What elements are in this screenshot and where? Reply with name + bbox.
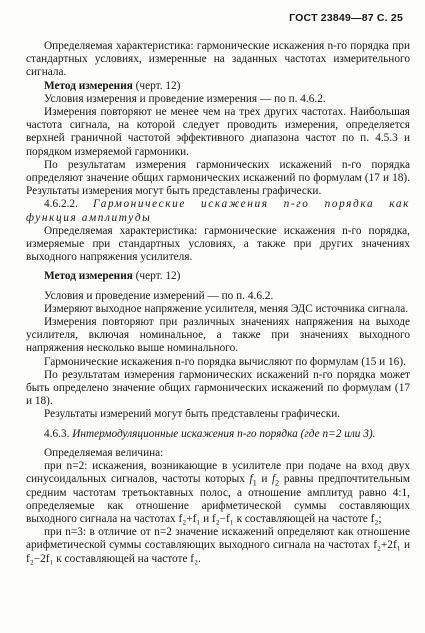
method-label: Метод измерения [44, 270, 133, 283]
method-heading [26, 270, 410, 283]
symbol-f: f [249, 473, 253, 486]
paragraph: при n=3: в отличие от n=2 значение искажений определяют как отношение арифметической суммы составляющих выходного сигнала на частотах f₂+2f₁ и f₂−2f₁ к составляющей на частоте f₂. [26, 526, 410, 565]
text-run: равны предпочтительным средним частотам третьоктавных полос, а отношение амплитуд равно 4:1, определяемые как отношение арифметической суммы составляющих выходного сигнала на частотах f₂+f₁ и f₂−f₁ к составляющей на частоте f₂; [26, 473, 410, 525]
document-body [26, 40, 410, 566]
section-heading [26, 428, 410, 441]
paragraph: Определяемая характеристика: гармонические искажения n-го порядка, измеряемые при стандартных условиях, а также при других значениях выходного напряжения усилителя. [26, 224, 410, 264]
paragraph: По результатам измерения гармонических искажений n-го порядка определяют значение общих гармонических искажений по формулам (17 и 18). Результаты измерения могут быть представлены графически. [26, 158, 410, 198]
symbol-f: f [272, 473, 276, 486]
section-number: 4.6.2.2. [44, 198, 78, 211]
paragraph: Гармонические искажения n-го порядка вычисляют по формулам (15 и 16). [44, 355, 406, 368]
paragraph: По результатам измерения гармонических искажений n-го порядка может быть определено значение общих гармонических искажений по формулам (17 и 18). [26, 368, 410, 408]
subscript: 2 [275, 478, 280, 488]
section-title: Интермодуляционные искажения n-го порядка (где n=2 или 3). [69, 427, 376, 440]
section-title: Гармонические искажения n-го порядка как функция амплитуды [26, 198, 410, 224]
paragraph: Условия и проведение измерений — по п. 4.6.2. [44, 289, 274, 302]
paragraph: Измерения повторяют при различных значениях напряжения на выходе усилителя, включая номинальное, а также при значениях выходного напряжения несколько выше номинального. [26, 316, 410, 355]
method-heading [26, 80, 410, 93]
paragraph: Измеряют выходное напряжение усилителя, меняя ЭДС источника сигнала. [44, 302, 409, 315]
page-header: ГОСТ 23849—87 С. 25 [289, 12, 403, 24]
method-ref: (черт. 12) [132, 79, 181, 92]
paragraph: Определяемая величина: [44, 446, 164, 459]
paragraph: Результаты измерений могут быть представлены графически. [44, 408, 341, 421]
section-number: 4.6.3. [44, 427, 70, 440]
paragraph [26, 460, 410, 526]
text-run: при n=2: искажения, возникающие в усилителе при подаче на вход двух синусоидальных сигналов, частоты которых [26, 460, 410, 486]
paragraph: Измерения повторяют не менее чем на трех других частотах. Наибольшая частота сигнала, на которой следует проводить измерения, определяется верхней граничной частотой эффективного диапазона частот по п. 4.5.3 и порядком измеряемой гармоники. [26, 106, 410, 158]
section-heading [26, 198, 410, 224]
paragraph: Условия измерения и проведение измерения — по п. 4.6.2. [44, 92, 326, 105]
subscript: 1 [252, 478, 257, 488]
paragraph: Определяемая характеристика: гармонические искажения n-го порядка при стандартных условиях, измеренные на заданных частотах измерительного сигнала. [26, 40, 410, 79]
text-run: и [256, 473, 273, 486]
method-ref: (черт. 12) [132, 270, 181, 283]
method-label: Метод измерения [44, 79, 133, 92]
